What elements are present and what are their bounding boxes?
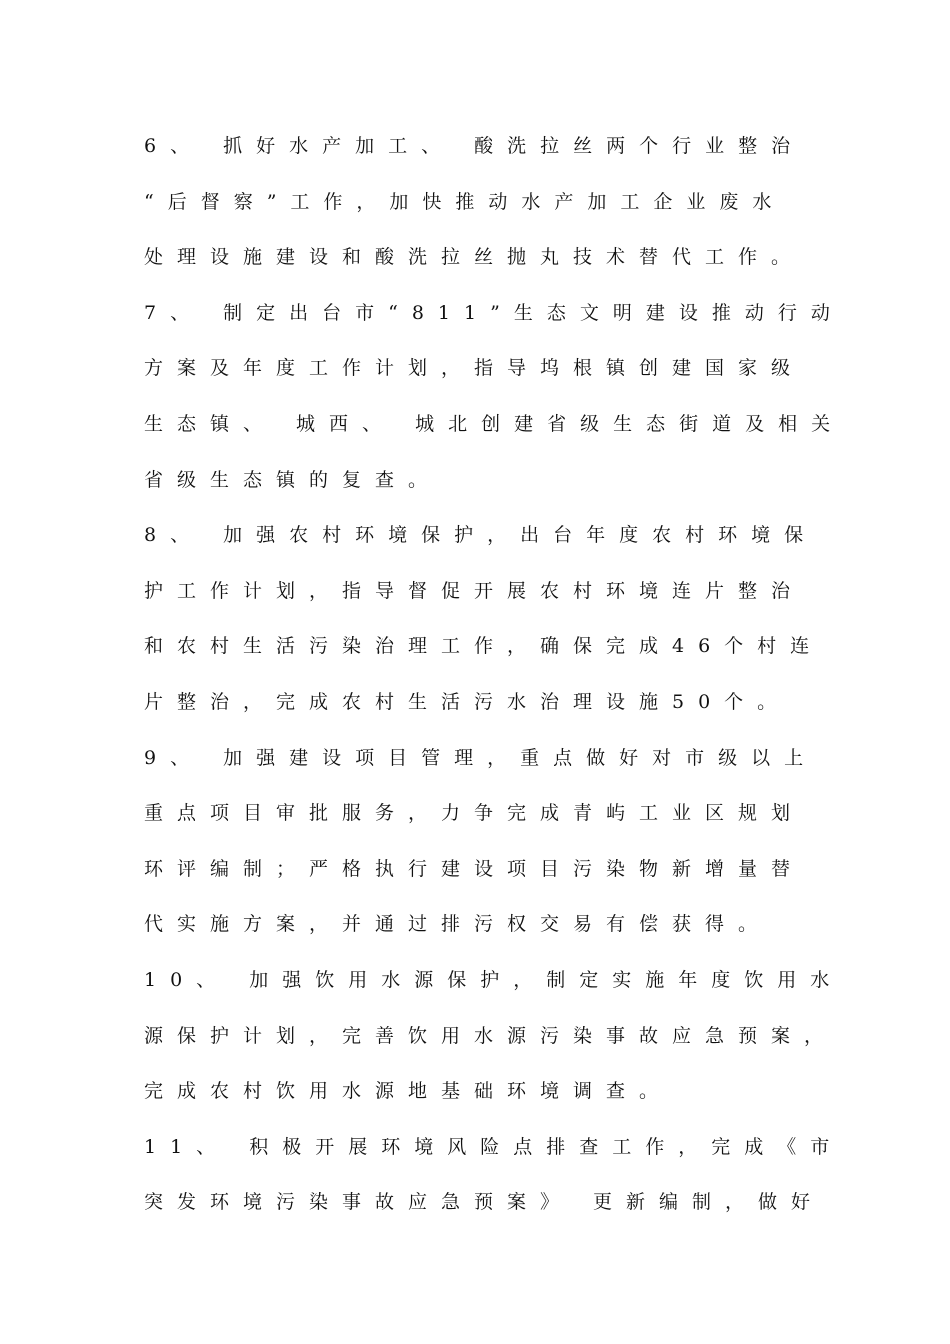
text-line: 护工作计划，指导督促开展农村环境连片整治 bbox=[144, 579, 805, 602]
text-line: 源保护计划，完善饮用水源污染事故应急预案， bbox=[144, 1024, 838, 1047]
text-line: 突发环境污染事故应急预案》 更新编制，做好 bbox=[144, 1191, 825, 1214]
text-line: 9、 加强建设项目管理，重点做好对市级以上 bbox=[144, 746, 818, 769]
text-line: 生态镇、 城西、 城北创建省级生态街道及相关 bbox=[144, 412, 845, 435]
text-line: 8、 加强农村环境保护，出台年度农村环境保 bbox=[144, 524, 818, 547]
text-line: 7、 制定出台市“811”生态文明建设推动行动 bbox=[144, 301, 844, 324]
text-line: 和农村生活污染治理工作，确保完成46个村连 bbox=[144, 635, 824, 658]
text-line: 环评编制；严格执行建设项目污染物新增量替 bbox=[144, 857, 805, 880]
document-body bbox=[144, 126, 844, 1238]
text-line: 完成农村饮用水源地基础环境调查。 bbox=[144, 1080, 673, 1103]
text-line: 10、 加强饮用水源保护，制定实施年度饮用水 bbox=[144, 968, 844, 991]
text-line: 重点项目审批服务，力争完成青屿工业区规划 bbox=[144, 802, 805, 825]
text-line: 代实施方案，并通过排污权交易有偿获得。 bbox=[144, 913, 772, 936]
text-line: 11、 积极开展环境风险点排查工作，完成《市 bbox=[144, 1135, 844, 1158]
text-line: 方案及年度工作计划，指导坞根镇创建国家级 bbox=[144, 357, 805, 380]
text-line: 片整治，完成农村生活污水治理设施50个。 bbox=[144, 690, 791, 713]
text-line: 处理设施建设和酸洗拉丝抛丸技术替代工作。 bbox=[144, 246, 805, 269]
text-line: 6、 抓好水产加工、 酸洗拉丝两个行业整治 bbox=[144, 135, 805, 157]
text-line: “后督察”工作，加快推动水产加工企业废水 bbox=[144, 190, 786, 213]
text-line: 省级生态镇的复查。 bbox=[144, 468, 442, 491]
